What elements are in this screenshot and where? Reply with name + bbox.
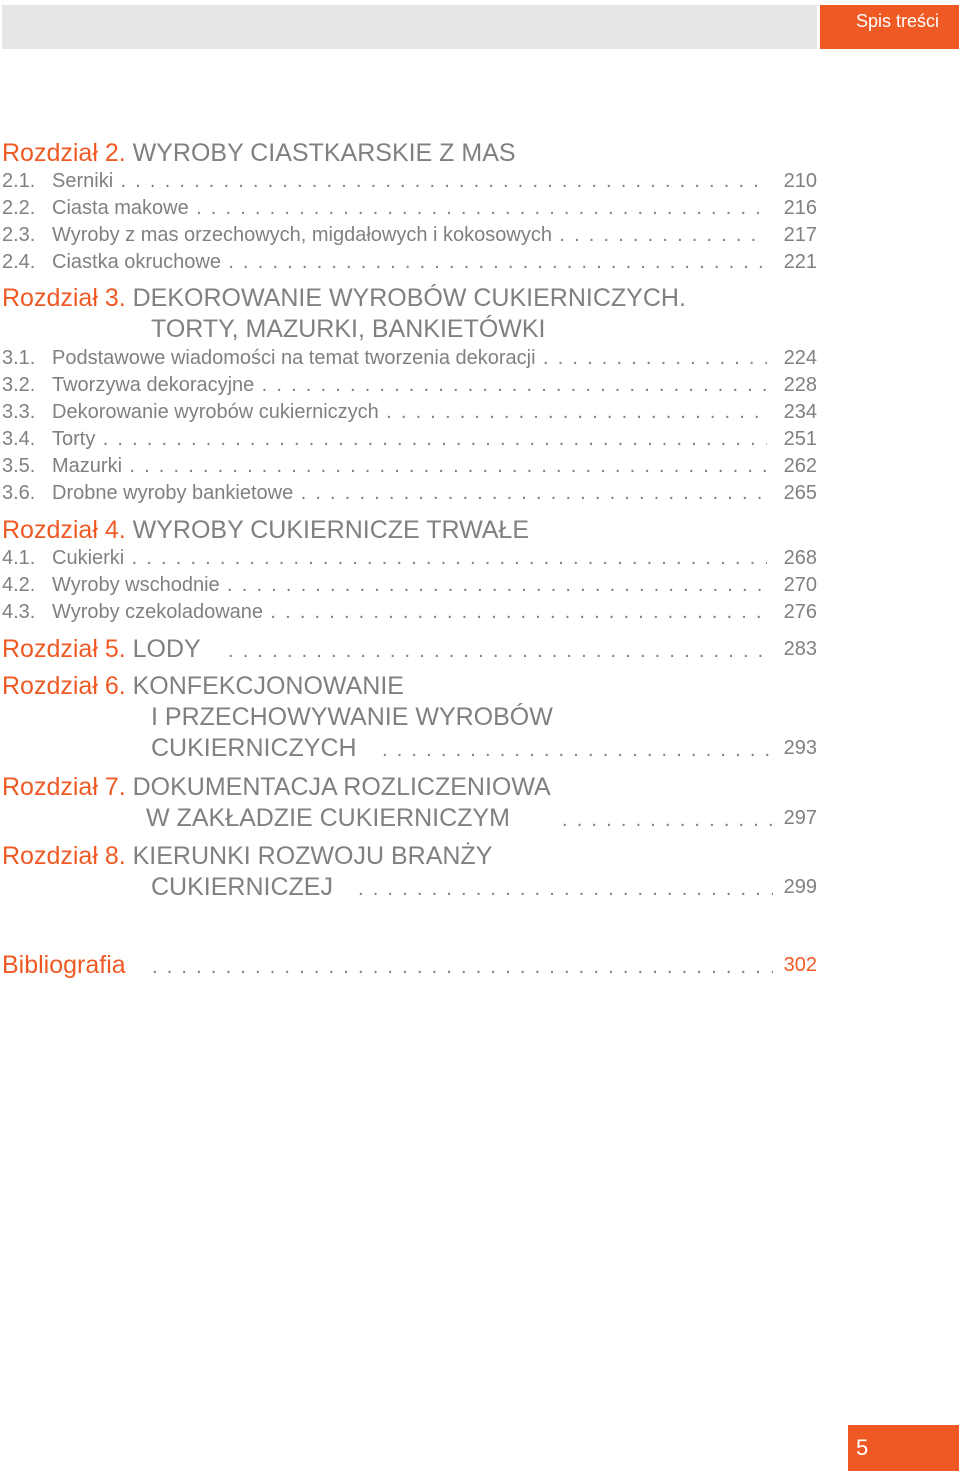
entry-title: Drobne wyroby bankietowe . . . (52, 480, 767, 507)
toc-entry[interactable] (2, 222, 817, 249)
chapter-heading[interactable] (2, 515, 817, 546)
chapter-heading[interactable] (2, 138, 817, 169)
entry-number: 3.5. (2, 455, 36, 477)
entry-page: 265 (780, 480, 817, 507)
chapter-page: 293 (780, 733, 817, 764)
entry-page: 216 (780, 195, 817, 222)
toc-entry[interactable] (2, 168, 817, 195)
chapter-number: Rozdział 5. (2, 635, 126, 663)
entry-title: Wyroby wschodnie . . . (52, 572, 767, 599)
chapter-title: KONFEKCJONOWANIE (132, 672, 404, 700)
entry-number: 3.2. (2, 374, 36, 396)
entry-title: Tworzywa dekoracyjne . . . (52, 372, 767, 399)
page-number: 5 (848, 1425, 959, 1471)
chapter-title: WYROBY CUKIERNICZE TRWAŁE (132, 516, 529, 544)
toc-entry[interactable] (2, 249, 817, 276)
entry-number: 4.3. (2, 601, 36, 623)
chapter-number: Rozdział 7. (2, 773, 126, 801)
entry-page: 217 (780, 222, 817, 249)
chapter-title: KIERUNKI ROZWOJU BRANŻY (132, 842, 493, 870)
entry-page: 210 (780, 168, 817, 195)
entry-page: 268 (780, 545, 817, 572)
chapter-number: Rozdział 6. (2, 672, 126, 700)
chapter-page: 297 (780, 803, 817, 834)
dot-leader (152, 950, 773, 983)
entry-page: 234 (780, 399, 817, 426)
bibliography-label: Bibliografia (2, 951, 126, 979)
entry-title: Dekorowanie wyrobów cukierniczych . . . (52, 399, 767, 426)
toc-entry[interactable] (2, 599, 817, 626)
toc-entry[interactable] (2, 399, 817, 426)
entry-page: 251 (780, 426, 817, 453)
entry-title: Cukierki . . . (52, 545, 767, 572)
chapter-title-line: TORTY, MAZURKI, BANKIETÓWKI (151, 315, 546, 343)
toc-entry[interactable] (2, 372, 817, 399)
entry-number: 3.4. (2, 428, 36, 450)
header-bar (2, 5, 817, 49)
dot-leader (562, 803, 773, 836)
chapter-page: 283 (780, 634, 817, 665)
chapter-title: LODY (132, 635, 201, 663)
entry-page: 276 (780, 599, 817, 626)
chapter-title-line: W ZAKŁADZIE CUKIERNICZYM (146, 804, 510, 832)
entry-page: 228 (780, 372, 817, 399)
toc-entry[interactable] (2, 195, 817, 222)
entry-page: 270 (780, 572, 817, 599)
toc-entry[interactable] (2, 545, 817, 572)
entry-number: 3.6. (2, 482, 36, 504)
chapter-number: Rozdział 3. (2, 284, 126, 312)
toc-entry[interactable] (2, 572, 817, 599)
bibliography-entry[interactable] (2, 950, 817, 981)
chapter-title-line: I PRZECHOWYWANIE WYROBÓW (151, 703, 553, 731)
chapter-page: 299 (780, 872, 817, 903)
dot-leader (382, 733, 773, 766)
chapter-title: DEKOROWANIE WYROBÓW CUKIERNICZYCH. (132, 284, 686, 312)
toc-entry[interactable] (2, 426, 817, 453)
chapter-title-line: CUKIERNICZEJ (151, 873, 333, 901)
entry-title: Serniki . . . (52, 168, 767, 195)
toc-entry[interactable] (2, 345, 817, 372)
entry-title: Wyroby czekoladowane . . . (52, 599, 767, 626)
dot-leader (228, 634, 773, 667)
chapter-title-line: CUKIERNICZYCH (151, 734, 357, 762)
entry-title: Ciastka okruchowe . . . (52, 249, 767, 276)
entry-title: Podstawowe wiadomości na temat tworzenia dekoracji . . . (52, 345, 767, 372)
chapter-title: WYROBY CIASTKARSKIE Z MAS (132, 139, 516, 167)
toc-entry[interactable] (2, 453, 817, 480)
entry-number: 2.4. (2, 251, 36, 273)
chapter-number: Rozdział 2. (2, 139, 126, 167)
entry-number: 3.1. (2, 347, 36, 369)
chapter-number: Rozdział 4. (2, 516, 126, 544)
entry-page: 224 (780, 345, 817, 372)
chapter-heading[interactable] (2, 634, 817, 665)
entry-title: Ciasta makowe . . . (52, 195, 767, 222)
chapter-title: DOKUMENTACJA ROZLICZENIOWA (132, 773, 551, 801)
bibliography-page: 302 (783, 954, 817, 976)
entry-number: 3.3. (2, 401, 36, 423)
chapter-heading[interactable] (2, 671, 817, 764)
entry-title: Mazurki . . . (52, 453, 767, 480)
entry-number: 2.2. (2, 197, 36, 219)
toc-entry[interactable] (2, 480, 817, 507)
entry-title: Wyroby z mas orzechowych, migdałowych i kokosowych . . . (52, 222, 767, 249)
entry-number: 4.2. (2, 574, 36, 596)
chapter-number: Rozdział 8. (2, 842, 126, 870)
entry-number: 2.1. (2, 170, 36, 192)
entry-title: Torty . . . (52, 426, 767, 453)
entry-page: 262 (780, 453, 817, 480)
chapter-heading[interactable] (2, 841, 817, 903)
entry-page: 221 (780, 249, 817, 276)
dot-leader (358, 872, 773, 905)
entry-number: 4.1. (2, 547, 36, 569)
entry-number: 2.3. (2, 224, 36, 246)
section-tab[interactable]: Spis treści (820, 5, 959, 49)
chapter-heading[interactable] (2, 772, 817, 834)
chapter-heading[interactable] (2, 283, 817, 345)
